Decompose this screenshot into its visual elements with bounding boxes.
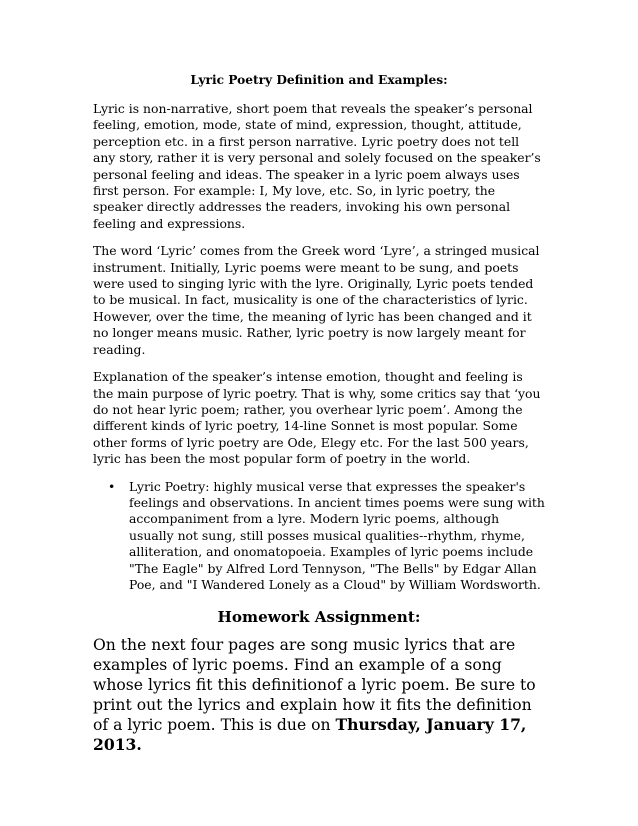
document-page [93,72,545,755]
document-title: Lyric Poetry Definition and Examples: [190,73,448,87]
bullet-icon: • [108,478,116,494]
list-item [108,478,545,594]
paragraph-purpose: Explanation of the speaker’s intense emotion, thought and feeling is the main purpose of lyric poetry. That is why, some critics say that ‘you do not hear lyric poem; rather, you overhear lyric poem’. Among the different kinds of lyric poetry, 14-line Sonnet is most popular. Some other forms of lyric poetry are Ode, Elegy etc. For the last 500 years, lyric has been the most popular form of poetry in the world. [93,369,541,467]
bullet-list [93,479,545,594]
homework-due-date: Thursday, January 17, 2013. [93,715,527,755]
paragraph-definition: Lyric is non-narrative, short poem that reveals the speaker’s personal feeling, emotion, mode, state of mind, expression, thought, attitude, perception etc. in a first person narrative. Lyric poetry does not tell any story, rather it is very personal and solely focused on the speaker’s personal feeling and ideas. The speaker in a lyric poem always uses first person. For example: I, My love, etc. So, in lyric poetry, the speaker directly addresses the readers, invoking his own personal feeling and expressions. [93,101,541,231]
homework-body [93,635,545,755]
homework-title: Homework Assignment: [217,608,421,627]
homework-text: On the next four pages are song music lyrics that are examples of lyric poems. Find an example of a song whose lyrics fit this definitionof a lyric poem. Be sure to print out the lyrics and explain how it fits the definition of a lyric poem. This is due on [93,636,536,735]
paragraph-origin: The word ‘Lyric’ comes from the Greek word ‘Lyre’, a stringed musical instrument. Initially, Lyric poems were meant to be sung, and poets were used to singing lyric with the lyre. Originally, Lyric poets tended to be musical. In fact, musicality is one of the characteristics of lyric. However, over the time, the meaning of lyric has been changed and it no longer means music. Rather, lyric poetry is now largely meant for reading. [93,243,540,357]
bullet-text: Lyric Poetry: highly musical verse that expresses the speaker's feelings and observations. In ancient times poems were sung with accompaniment from a lyre. Modern lyric poems, although usually not sung, still posses musical qualities--rhythm, rhyme, alliteration, and onomatopoeia. Examples of lyric poems include "The Eagle" by Alfred Lord Tennyson, "The Bells" by Edgar Allan Poe, and "I Wandered Lonely as a Cloud" by William Wordsworth. [129,478,545,592]
